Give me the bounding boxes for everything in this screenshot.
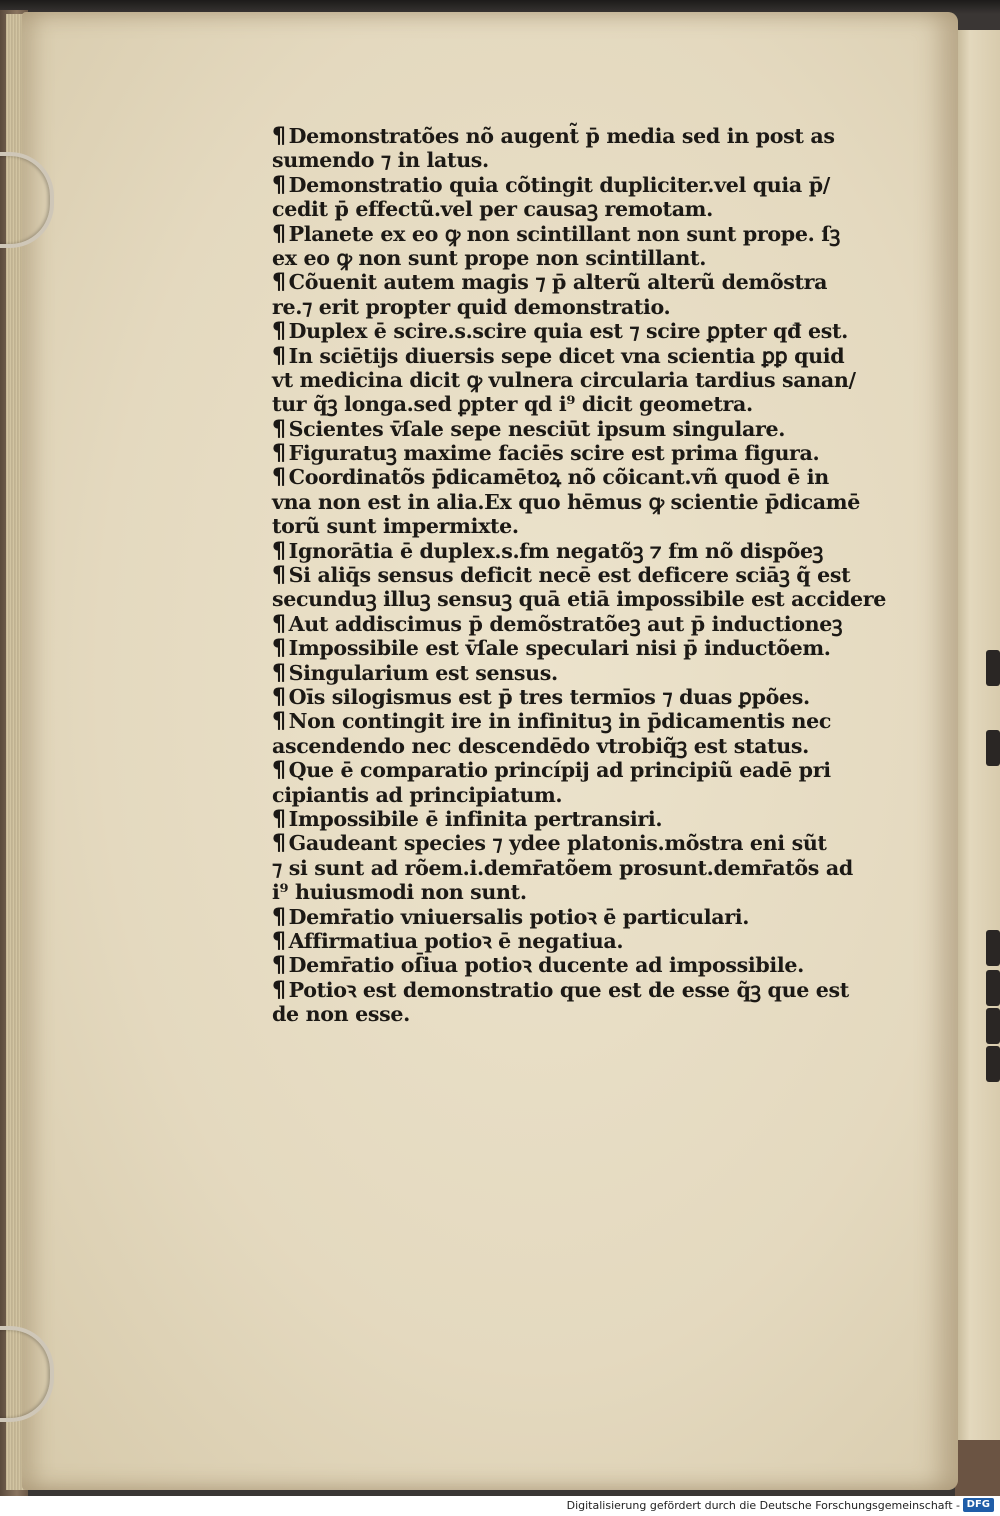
line-text: Demr̄atio oſ̄iua potioꝛ ducente ad impossibile.	[288, 953, 804, 978]
line-text: re.⁊ erit propter quid demonstratio.	[272, 294, 671, 319]
paragraph-mark-icon: ¶	[272, 221, 286, 247]
text-line	[272, 734, 862, 758]
text-line	[272, 758, 862, 782]
text-line	[272, 905, 862, 929]
paragraph-mark-icon: ¶	[272, 831, 286, 857]
paragraph-mark-icon: ¶	[272, 124, 286, 149]
paragraph-mark-icon: ¶	[272, 416, 286, 442]
text-line	[272, 709, 862, 733]
paragraph-mark-icon: ¶	[272, 660, 286, 686]
text-line	[272, 612, 862, 636]
paragraph-mark-icon: ¶	[272, 904, 286, 930]
text-line	[272, 539, 862, 563]
text-line	[272, 270, 862, 294]
paragraph-mark-icon: ¶	[272, 563, 286, 589]
line-text: Impossibile ē infinita pertransiri.	[288, 806, 663, 831]
text-line	[272, 465, 862, 489]
line-text: tur q̃ꝫ longa.sed ꝑpter qd i⁹ dicit geometra.	[272, 392, 753, 417]
text-line	[272, 344, 862, 368]
paragraph-mark-icon: ¶	[272, 538, 286, 564]
line-text: Coordinatõs p̄dicamētoꝝ nõ cõicant.vñ quod ē in	[288, 465, 829, 490]
line-text: sumendo ⁊ in latus.	[272, 148, 489, 173]
text-line	[272, 978, 862, 1002]
line-text: vt medicina dicit ꝙ vulnera circularia tardius sanan/	[272, 367, 856, 392]
paragraph-mark-icon: ¶	[272, 172, 286, 198]
line-text: de non esse.	[272, 1002, 410, 1027]
printed-text-block	[272, 124, 887, 1027]
line-text: vna non est in alia.Ex quo hēmus ꝙ scientie p̄dicamē	[272, 489, 860, 514]
paragraph-mark-icon: ¶	[272, 441, 286, 467]
text-line	[272, 880, 862, 904]
facing-page-mark	[986, 730, 1000, 766]
text-line	[272, 319, 862, 343]
text-line	[272, 929, 862, 953]
line-text: Demonstratio quia cõtingit dupliciter.vel quia p̄/	[288, 172, 830, 197]
table-surface	[955, 1440, 1000, 1496]
text-line	[272, 368, 862, 392]
text-line	[272, 587, 887, 612]
text-line	[272, 831, 862, 855]
line-text: cedit p̄ effectũ.vel per causaꝫ remotam.	[272, 197, 713, 222]
line-text: Singularium est sensus.	[288, 660, 558, 685]
text-line	[272, 197, 862, 221]
facing-page-mark	[986, 930, 1000, 966]
text-line	[272, 392, 862, 416]
line-text: ⁊ si sunt ad rõem.i.demr̄atõem prosunt.demr̄atõs ad	[272, 855, 853, 880]
text-line	[272, 246, 862, 270]
paragraph-mark-icon: ¶	[272, 758, 286, 784]
line-text: Impossibile est v̄ſale speculari nisi p̄ inductõem.	[288, 636, 831, 661]
text-line	[272, 124, 862, 148]
line-text: Duplex ē scire.s.scire quia est ⁊ scire ꝑpter qđ est.	[288, 319, 848, 344]
text-line	[272, 222, 862, 246]
paragraph-mark-icon: ¶	[272, 977, 286, 1003]
text-line	[272, 514, 862, 538]
facing-page-mark	[986, 1008, 1000, 1044]
line-text: Aut addiscimus p̄ demõstratõeꝫ aut p̄ inductioneꝫ	[288, 611, 843, 636]
line-text: Affirmatiua potioꝛ ē negatiua.	[288, 928, 624, 953]
paragraph-mark-icon: ¶	[272, 709, 286, 735]
line-text: cipiantis ad principiatum.	[272, 782, 563, 807]
text-line	[272, 685, 862, 709]
line-text: Gaudeant species ⁊ ydee platonis.mõstra eni sũt	[288, 831, 827, 856]
line-text: torũ sunt impermixte.	[272, 514, 519, 539]
paragraph-mark-icon: ¶	[272, 319, 286, 345]
line-text: ex eo ꝙ non sunt prope non scintillant.	[272, 245, 707, 270]
paragraph-mark-icon: ¶	[272, 465, 286, 491]
line-text: Potioꝛ est demonstratio que est de esse q̃ꝫ que est	[288, 977, 849, 1002]
line-text: Planete ex eo ꝙ non scintillant non sunt prope. ſꝫ	[288, 221, 840, 246]
text-line	[272, 173, 862, 197]
text-line	[272, 807, 862, 831]
paragraph-mark-icon: ¶	[272, 684, 286, 710]
line-text: Demr̄atio vniuersalis potioꝛ ē particulari.	[288, 904, 750, 929]
paragraph-mark-icon: ¶	[272, 928, 286, 954]
line-text: secunduꝫ illuꝫ sensuꝫ quā etiā impossibile est accidere	[272, 587, 887, 612]
text-line	[272, 661, 862, 685]
text-line	[272, 636, 862, 660]
line-text: Si aliq̄s sensus deficit necē est deficere sciāꝫ q̃ est	[288, 563, 851, 588]
text-line	[272, 563, 862, 587]
paragraph-mark-icon: ¶	[272, 270, 286, 296]
paragraph-mark-icon: ¶	[272, 611, 286, 637]
text-line	[272, 441, 862, 465]
line-text: Figuratuꝫ maxime faciēs scire est prima figura.	[288, 441, 820, 466]
text-line	[272, 417, 862, 441]
line-text: Scientes v̄ſale sepe nesciūt ipsum singulare.	[288, 416, 786, 441]
facing-page-mark	[986, 1046, 1000, 1082]
facing-page-mark	[986, 970, 1000, 1006]
line-text: Que ē comparatio princípij ad principiũ eadē pri	[288, 758, 831, 783]
line-text: Oīs silogismus est p̄ tres termīos ⁊ duas ꝑpões.	[288, 684, 810, 709]
paragraph-mark-icon: ¶	[272, 343, 286, 369]
line-text: ascendendo nec descendēdo vtrobiq̃ꝫ est status.	[272, 733, 809, 758]
paragraph-mark-icon: ¶	[272, 636, 286, 662]
paragraph-mark-icon: ¶	[272, 806, 286, 832]
line-text: i⁹ huiusmodi non sunt.	[272, 880, 527, 905]
paragraph-mark-icon: ¶	[272, 953, 286, 979]
line-text: Ignorātia ē duplex.s.fm negatõꝫ ⁊ fm nõ dispõeꝫ	[288, 538, 823, 563]
footer-bar	[0, 1496, 1000, 1516]
facing-page-mark	[986, 650, 1000, 686]
line-text: Demonstratões nõ augent̃ p̄ media sed in post as	[288, 124, 835, 148]
text-line	[272, 953, 862, 977]
line-text: Cõuenit autem magis ⁊ p̄ alterũ alterũ demõstra	[288, 270, 828, 295]
dfg-logo: DFG	[963, 1498, 994, 1512]
line-text: Non contingit ire in infinituꝫ in p̄dicamentis nec	[288, 709, 832, 734]
text-line	[272, 783, 862, 807]
line-text: In sciētijs diuersis sepe dicet vna scientia ꝑꝑ quid	[288, 343, 845, 368]
text-line	[272, 295, 862, 319]
funding-notice: Digitalisierung gefördert durch die Deutsche Forschungsgemeinschaft -	[566, 1499, 960, 1512]
text-line	[272, 148, 862, 172]
text-line	[272, 490, 862, 514]
text-line	[272, 1002, 862, 1026]
text-line	[272, 856, 862, 880]
